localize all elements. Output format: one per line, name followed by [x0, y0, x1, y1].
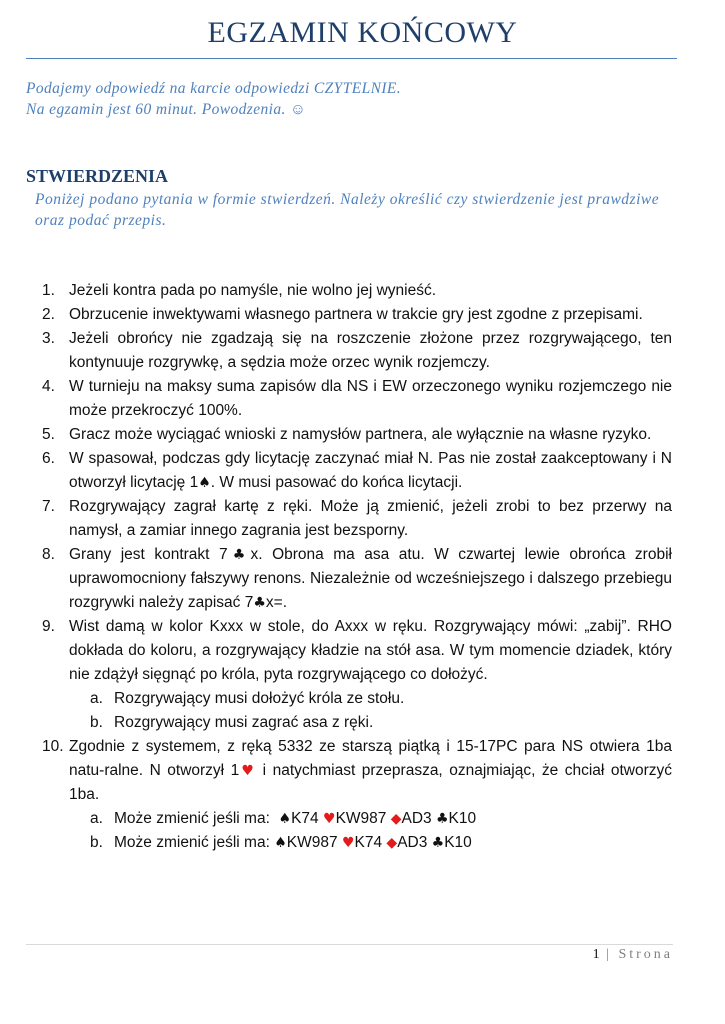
item-text [69, 447, 672, 495]
club-icon: ♣ [431, 835, 445, 851]
item-text: Jeżeli obrońcy nie zgadzają się na roszczenie złożone przez rozgrywającego, ten kontynuuje rozgrywkę, a sędzia może orzec wynik rozjemczy. [69, 330, 672, 371]
item-text: W turnieju na maksy suma zapisów dla NS i EW orzeczonego wyniku rozjemczego nie może przekroczyć 100%. [69, 378, 672, 419]
item-text: Wist damą w kolor Kxxx w stole, do Axxx w ręku. Rozgrywający mówi: „zabij”. RHO dokłada do koloru, a rozgrywający kładzie na stół asa. W tym momencie dziadek, który nie zdążył sięgnąć po króla, pyta rozgrywającego co dołożyć. [69, 618, 672, 683]
spades-holding: KW987 [286, 834, 338, 851]
diamonds-holding: AD3 [397, 834, 428, 851]
list-item [42, 735, 672, 807]
clubs-holding: K10 [444, 834, 472, 851]
item-number: 6. [42, 450, 55, 467]
list-item [42, 303, 672, 327]
club-icon: ♣ [227, 547, 251, 563]
sub-item [42, 807, 672, 831]
item-text: Jeżeli kontra pada po namyśle, nie wolno jej wynieść. [69, 282, 437, 299]
item-number: 4. [42, 378, 55, 395]
sub-item [42, 687, 672, 711]
intro-block [26, 78, 401, 120]
sub-item-text [114, 831, 472, 855]
item-text: Rozgrywający zagrał kartę z ręki. Może ją zmienić, jeżeli zrobi to bez przerwy na namysł, a zamiar innego zagrania jest bezsporny. [69, 498, 672, 539]
sub-item-text: Rozgrywający musi zagrać asa z ręki. [114, 714, 374, 731]
item-text-part: x. Obrona ma asa atu. W czwartej lewie obrońca zrobił uprawomocniony fałszywy renons. Niezależnie od wcześniejszego i dalszego przebiegu rozgrywki należy zapisać 7 [69, 546, 672, 611]
item-number: 5. [42, 426, 55, 443]
heart-icon: ♥ [239, 763, 257, 779]
heart-icon: ♥ [323, 811, 336, 827]
item-number: 9. [42, 618, 55, 635]
item-text-part: Zgodnie z systemem, z ręką 5332 ze starszą piątką i 15-17PC para NS otwiera 1ba natu-ralne. N otworzył 1 [69, 738, 672, 779]
item-text-part: W spasował, podczas gdy licytację zaczynać miał N. Pas nie został zaakceptowany i N otworzył licytację 1 [69, 450, 672, 491]
footer-separator: | [599, 947, 619, 962]
item-text-part: i natychmiast przeprasza, oznajmiając, że chciał otworzyć 1ba. [69, 762, 672, 803]
club-icon: ♣ [253, 595, 266, 611]
footer-label: Strona [618, 947, 673, 962]
list-item [42, 423, 672, 447]
clubs-holding: K10 [448, 810, 477, 827]
sub-item-text: Rozgrywający musi dołożyć króla ze stołu. [114, 690, 405, 707]
list-item [42, 615, 672, 687]
statement-list [42, 279, 672, 855]
list-item [42, 375, 672, 423]
page-number: 1 [592, 947, 600, 962]
item-number: 1. [42, 282, 55, 299]
spade-icon: ♠ [198, 475, 211, 491]
item-text [69, 735, 672, 807]
list-item [42, 543, 672, 615]
club-icon: ♣ [435, 811, 449, 827]
intro-line-2: Na egzamin jest 60 minut. Powodzenia. ☺ [26, 101, 307, 118]
footer-divider [26, 944, 673, 945]
spade-icon: ♠ [274, 835, 287, 851]
heart-icon: ♥ [341, 835, 355, 851]
sub-item-letter: a. [90, 810, 103, 827]
item-text: Gracz może wyciągać wnioski z namysłów partnera, ale wyłącznie na własne ryzyko. [69, 426, 652, 443]
item-number: 2. [42, 306, 55, 323]
item-text-part: . W musi pasować do końca licytacji. [210, 474, 463, 491]
hearts-holding: K74 [354, 834, 383, 851]
page-footer [593, 947, 673, 963]
section-description: Poniżej podano pytania w formie stwierdzeń. Należy określić czy stwierdzenie jest prawdziwe oraz podać przepis. [35, 191, 660, 229]
list-item [42, 495, 672, 543]
sub-item-letter: b. [90, 714, 103, 731]
sub-item-text [114, 807, 476, 831]
spade-icon: ♠ [278, 811, 292, 827]
hand-prefix: Może zmienić jeśli ma: [114, 834, 270, 851]
page-title: EGZAMIN KOŃCOWY [207, 16, 518, 49]
item-number: 3. [42, 330, 55, 347]
list-item [42, 279, 672, 303]
section-heading: STWIERDZENIA [26, 166, 169, 186]
item-number: 10. [42, 738, 64, 755]
spades-holding: K74 [291, 810, 319, 827]
hearts-holding: KW987 [335, 810, 387, 827]
diamond-icon: ◆ [390, 811, 402, 827]
item-text: Obrzucenie inwektywami własnego partnera w trakcie gry jest zgodne z przepisami. [69, 306, 643, 323]
item-text-part: x=. [265, 594, 288, 611]
item-text [69, 543, 672, 615]
sub-item [42, 711, 672, 735]
item-number: 7. [42, 498, 55, 515]
hand-prefix: Może zmienić jeśli ma: [114, 810, 270, 827]
intro-line-1: Podajemy odpowiedź na karcie odpowiedzi CZYTELNIE. [26, 80, 402, 97]
sub-item-letter: a. [90, 690, 103, 707]
sub-item-letter: b. [90, 834, 103, 851]
list-item [42, 447, 672, 495]
list-item [42, 327, 672, 375]
sub-item [42, 831, 672, 855]
title-divider [26, 58, 677, 59]
diamond-icon: ◆ [386, 835, 398, 851]
diamonds-holding: AD3 [401, 810, 432, 827]
item-number: 8. [42, 546, 55, 563]
item-text-part: Grany jest kontrakt 7 [69, 546, 228, 563]
